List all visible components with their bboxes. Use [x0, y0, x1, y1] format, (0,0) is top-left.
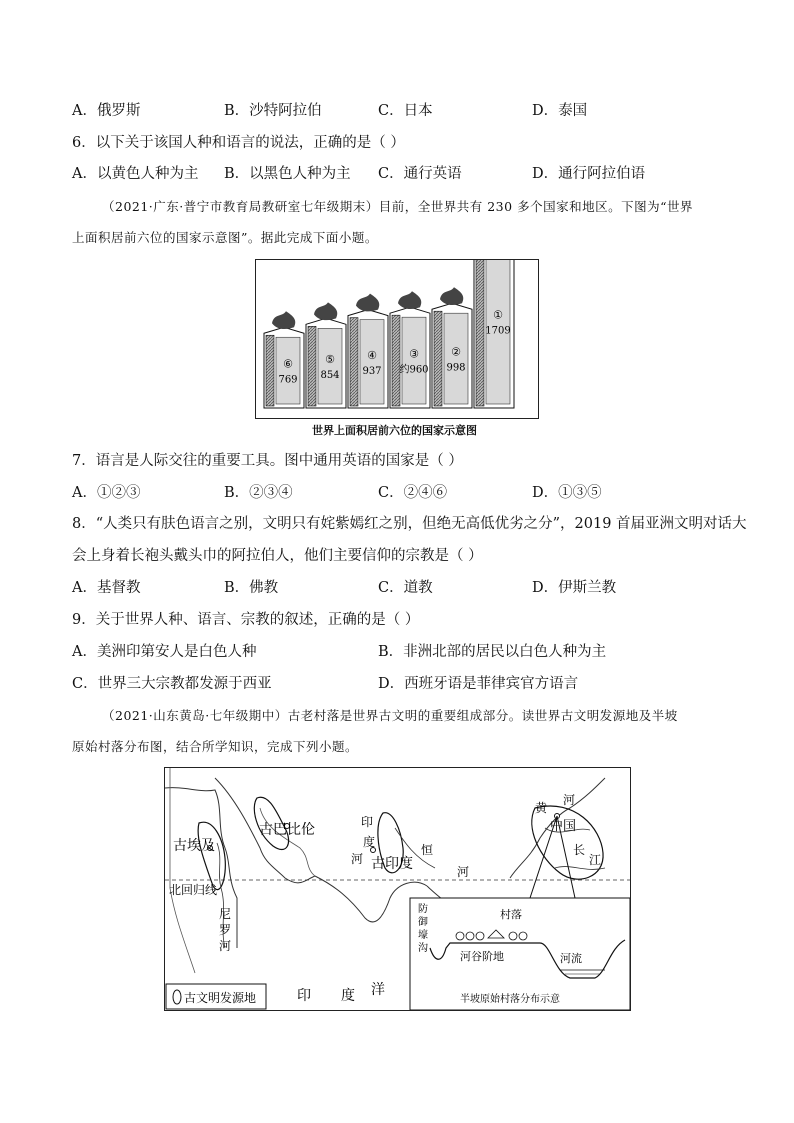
q8-line1: 8．“人类只有肤色语言之别，文明只有姹紫嫣红之别，但绝无高低优劣之分”，2019 首届亚洲文明对话大 [72, 516, 747, 532]
q7-option-a[interactable]: A．①②③ [72, 485, 141, 501]
intro1-line2: 上面积居前六位的国家示意图”。据此完成下面小题。 [72, 230, 378, 245]
bar-value-label: 854 [320, 370, 340, 382]
bar-rank-label: ④ [367, 348, 377, 362]
q8-option-d[interactable]: D．伊斯兰教 [532, 580, 617, 596]
bar-chart-graphic [256, 260, 538, 418]
country-silhouette-icon [314, 302, 337, 320]
label-he2: 河 [457, 865, 470, 879]
intro2-line2: 原始村落分布图，结合所学知识，完成下列小题。 [72, 739, 359, 754]
bar-rank-label: ③ [409, 347, 419, 361]
bar-2 [306, 302, 346, 408]
q6-option-c[interactable]: C．通行英语 [378, 166, 462, 182]
map-label: 壕 [418, 930, 428, 941]
intro1-line1: （2021·广东·普宁市教育局教研室七年级期末）目前，全世界共有 230 多个国家和地区。下图为“世界 [102, 199, 693, 214]
q7-option-c[interactable]: C．②④⑥ [378, 485, 448, 501]
label-ancient-babylon: 古巴比伦 [259, 822, 315, 838]
q7-stem: 7．语言是人际交往的重要工具。图中通用英语的国家是（ ） [72, 453, 463, 469]
q9-option-d[interactable]: D．西班牙语是菲律宾官方语言 [378, 676, 579, 692]
legend-label: 古文明发源地 [184, 991, 257, 1005]
q5-option-c[interactable]: C．日本 [378, 103, 433, 119]
bar-value-label: 769 [278, 374, 298, 386]
q6-option-a[interactable]: A．以黄色人种为主 [72, 166, 199, 182]
map-label: 河流 [560, 952, 582, 965]
bar-value-label: 1709 [485, 325, 511, 337]
label-yellow: 黄 [535, 801, 548, 815]
map-label: 御 [418, 917, 428, 928]
q7-option-d[interactable]: D．①③⑤ [532, 485, 602, 501]
label-he1: 河 [351, 852, 364, 866]
label-china: 中国 [550, 819, 577, 834]
q8-option-c[interactable]: C．道教 [378, 580, 433, 596]
label-yin: 印 [361, 815, 374, 829]
label-nile-2: 罗 [219, 923, 232, 937]
bar-value-label: 998 [446, 362, 466, 374]
bar-rank-label: ② [451, 345, 461, 359]
label-huang-he: 河 [563, 793, 576, 807]
label-tropic: 北回归线 [169, 883, 218, 897]
inset-banpo [410, 898, 630, 1010]
bar-5 [432, 287, 472, 408]
label-chang-2: 江 [589, 853, 602, 867]
q5-option-a[interactable]: A．俄罗斯 [72, 103, 141, 119]
q9-option-c[interactable]: C．世界三大宗教都发源于西亚 [72, 676, 272, 692]
country-silhouette-icon [440, 287, 463, 305]
bar-6 [474, 260, 514, 408]
bar-4 [390, 291, 430, 408]
country-silhouette-icon [272, 311, 295, 329]
q8-line2: 会上身着长袍头戴头巾的阿拉伯人，他们主要信仰的宗教是（ ） [72, 548, 483, 564]
label-ancient-india: 古印度 [371, 856, 413, 872]
q6-stem: 6．以下关于该国人种和语言的说法，正确的是（ ） [72, 135, 405, 151]
q9-option-b[interactable]: B．非洲北部的居民以白色人种为主 [378, 644, 607, 660]
bar-value-label: 937 [362, 365, 382, 377]
figure1-caption: 世界上面积居前六位的国家示意图 [312, 424, 477, 437]
label-ancient-egypt: 古埃及 [173, 838, 215, 854]
q9-stem: 9．关于世界人种、语言、宗教的叙述，正确的是（ ） [72, 612, 420, 628]
label-ocean-2: 度 [341, 988, 355, 1004]
q8-option-a[interactable]: A．基督教 [72, 580, 141, 596]
q6-option-b[interactable]: B．以黑色人种为主 [224, 166, 351, 182]
bar-3 [348, 294, 388, 408]
intro2-line1: （2021·山东黄岛·七年级期中）古老村落是世界古文明的重要组成部分。读世界古文明发源地及半坡 [102, 708, 678, 723]
bar-1 [264, 311, 304, 408]
figure-top-six-countries [255, 259, 539, 419]
q5-option-d[interactable]: D．泰国 [532, 103, 588, 119]
label-ocean-3: 洋 [371, 982, 385, 998]
q5-option-b[interactable]: B．沙特阿拉伯 [224, 103, 322, 119]
bar-rank-label: ⑤ [325, 353, 335, 367]
country-silhouette-icon [356, 294, 379, 312]
label-ocean-1: 印 [297, 988, 311, 1004]
q9-option-a[interactable]: A．美洲印第安人是白色人种 [72, 644, 257, 660]
map-label: 半坡原始村落分布示意 [460, 994, 560, 1005]
bar-rank-label: ⑥ [283, 357, 293, 371]
label-nile-1: 尼 [219, 907, 232, 921]
q8-option-b[interactable]: B．佛教 [224, 580, 279, 596]
china-outline [532, 806, 603, 879]
q6-option-d[interactable]: D．通行阿拉伯语 [532, 166, 646, 182]
q7-option-b[interactable]: B．②③④ [224, 485, 293, 501]
label-nile-3: 河 [219, 939, 232, 953]
map-label: 河谷阶地 [460, 950, 504, 963]
map-label: 沟 [418, 943, 428, 954]
map-label: 村落 [500, 908, 522, 921]
map-label: 防 [418, 904, 428, 915]
bar-rank-label: ① [493, 308, 503, 322]
map-graphic [165, 768, 630, 1010]
bar-value-label: 约960 [399, 364, 429, 376]
label-chang-1: 长 [573, 843, 586, 857]
figure-ancient-civilizations-map [164, 767, 631, 1011]
label-heng: 恒 [421, 843, 434, 857]
country-silhouette-icon [398, 291, 421, 309]
label-du: 度 [363, 835, 376, 849]
